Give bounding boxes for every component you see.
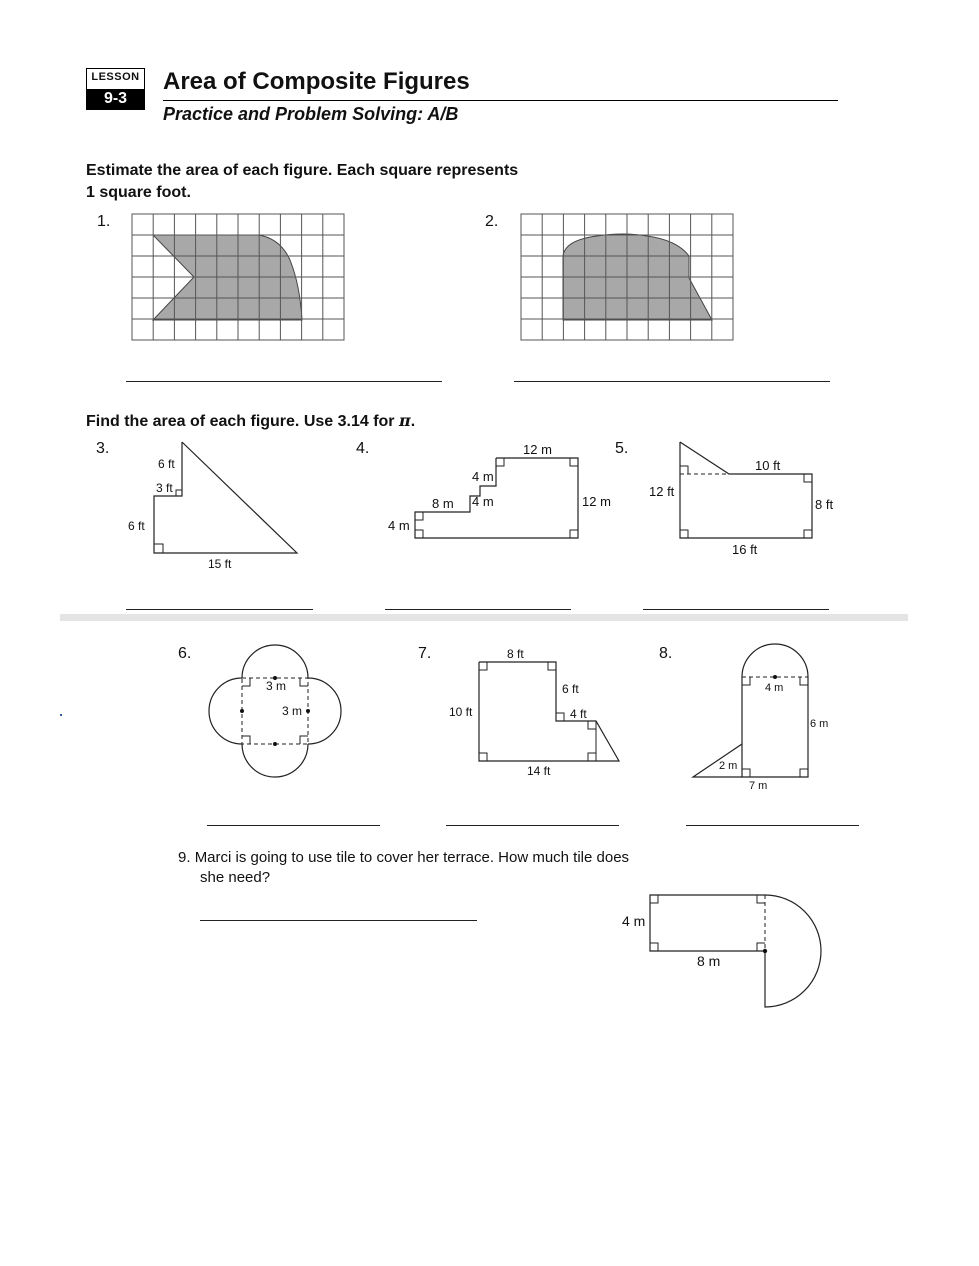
figure-7-label-6ft: 6 ft (562, 682, 579, 696)
instruction-estimate-line2: 1 square foot. (86, 184, 191, 201)
figure-8 (688, 640, 848, 792)
problem-9-number: 9. (178, 849, 191, 866)
figure-5 (645, 436, 845, 562)
figure-4-label-12m-top: 12 m (523, 442, 552, 457)
figure-5-label-16ft: 16 ft (732, 542, 758, 557)
figure-4-label-8m: 8 m (432, 496, 454, 511)
figure-7-label-10ft: 10 ft (449, 705, 473, 719)
figure-7 (445, 640, 625, 782)
answer-line-4[interactable] (385, 609, 571, 610)
figure-9 (615, 886, 830, 1012)
figure-4-label-4m-lower: 4 m (472, 494, 494, 509)
pi-symbol: π (398, 411, 411, 430)
figure-8-center (773, 675, 777, 679)
figure-6-label-3m-top: 3 m (266, 679, 287, 693)
figure-4-label-4m-upper: 4 m (472, 469, 494, 484)
page-divider (60, 614, 908, 621)
figure-6-center-bottom (273, 742, 277, 746)
stray-mark (60, 714, 62, 716)
figure-5-label-10ft: 10 ft (755, 458, 781, 473)
figure-3-label-3ft: 3 ft (156, 481, 173, 495)
figure-8-label-7m: 7 m (749, 780, 768, 792)
figure-3-label-6ft-left: 6 ft (128, 519, 145, 533)
figure-3 (120, 436, 310, 576)
figure-6-center-left (240, 709, 244, 713)
answer-line-9[interactable] (200, 920, 477, 921)
instruction-estimate-line1: Estimate the area of each figure. Each square represents (86, 162, 519, 179)
answer-line-8[interactable] (686, 825, 859, 826)
answer-line-2[interactable] (514, 381, 830, 382)
problem-9-text (178, 848, 629, 888)
figure-2-grid (517, 210, 739, 346)
figure-9-rectangle (650, 895, 765, 951)
figure-1-grid (128, 210, 350, 346)
answer-line-7[interactable] (446, 825, 619, 826)
figure-3-label-15ft: 15 ft (208, 557, 232, 571)
figure-7-label-14ft: 14 ft (527, 764, 551, 778)
figure-3-label-6ft-top: 6 ft (158, 457, 175, 471)
lesson-number: 9-3 (87, 89, 144, 109)
page-title: Area of Composite Figures (163, 68, 470, 95)
problem-1-number: 1. (97, 213, 111, 230)
figure-8-semicircle (742, 644, 808, 677)
problem-9-text-line2: she need? (200, 869, 271, 886)
figure-8-label-4m: 4 m (765, 682, 784, 694)
instruction-find-area-text: Find the area of each figure. Use 3.14 for (86, 413, 395, 430)
lesson-badge (86, 68, 145, 110)
problem-8-number: 8. (659, 645, 673, 662)
problem-7-number: 7. (418, 645, 432, 662)
page-subtitle: Practice and Problem Solving: A/B (163, 104, 459, 124)
figure-9-semicircle (765, 895, 821, 1007)
figure-9-label-4m: 4 m (622, 913, 646, 929)
problem-9-text-line1: Marci is going to use tile to cover her terrace. How much tile does (194, 849, 630, 866)
instruction-find-area (86, 411, 415, 431)
figure-3-outline (154, 442, 297, 553)
figure-5-outline (680, 442, 812, 538)
figure-7-outline (479, 662, 619, 761)
problem-4-number: 4. (356, 440, 370, 457)
figure-4 (380, 436, 620, 548)
problem-2-number: 2. (485, 213, 499, 230)
answer-line-5[interactable] (643, 609, 829, 610)
figure-5-label-12ft: 12 ft (649, 484, 675, 499)
answer-line-6[interactable] (207, 825, 380, 826)
figure-7-label-4ft: 4 ft (570, 707, 587, 721)
figure-6-semicircles (209, 645, 341, 777)
figure-9-center (763, 949, 767, 953)
figure-9-right-angles (650, 895, 765, 951)
figure-8-label-6m: 6 m (810, 718, 829, 730)
figure-4-label-4m-left: 4 m (388, 518, 410, 533)
answer-line-3[interactable] (126, 609, 313, 610)
problem-9-line1 (178, 848, 629, 868)
figure-8-label-2m: 2 m (719, 760, 738, 772)
figure-7-label-8ft: 8 ft (507, 647, 524, 661)
figure-6-center-right (306, 709, 310, 713)
problem-6-number: 6. (178, 645, 192, 662)
figure-3-right-angle-1 (176, 490, 182, 496)
problem-5-number: 5. (615, 440, 629, 457)
problem-3-number: 3. (96, 440, 110, 457)
figure-4-label-12m-right: 12 m (582, 494, 611, 509)
figure-6 (200, 640, 350, 785)
answer-line-1[interactable] (126, 381, 442, 382)
figure-3-right-angle-2 (154, 544, 163, 553)
figure-9-label-8m: 8 m (697, 953, 721, 969)
figure-6-label-3m-right: 3 m (282, 704, 303, 718)
figure-5-label-8ft: 8 ft (815, 497, 834, 512)
title-rule (163, 100, 838, 101)
figure-5-right-angles (680, 466, 812, 538)
lesson-label: LESSON (91, 71, 140, 83)
instruction-period: . (410, 413, 416, 430)
